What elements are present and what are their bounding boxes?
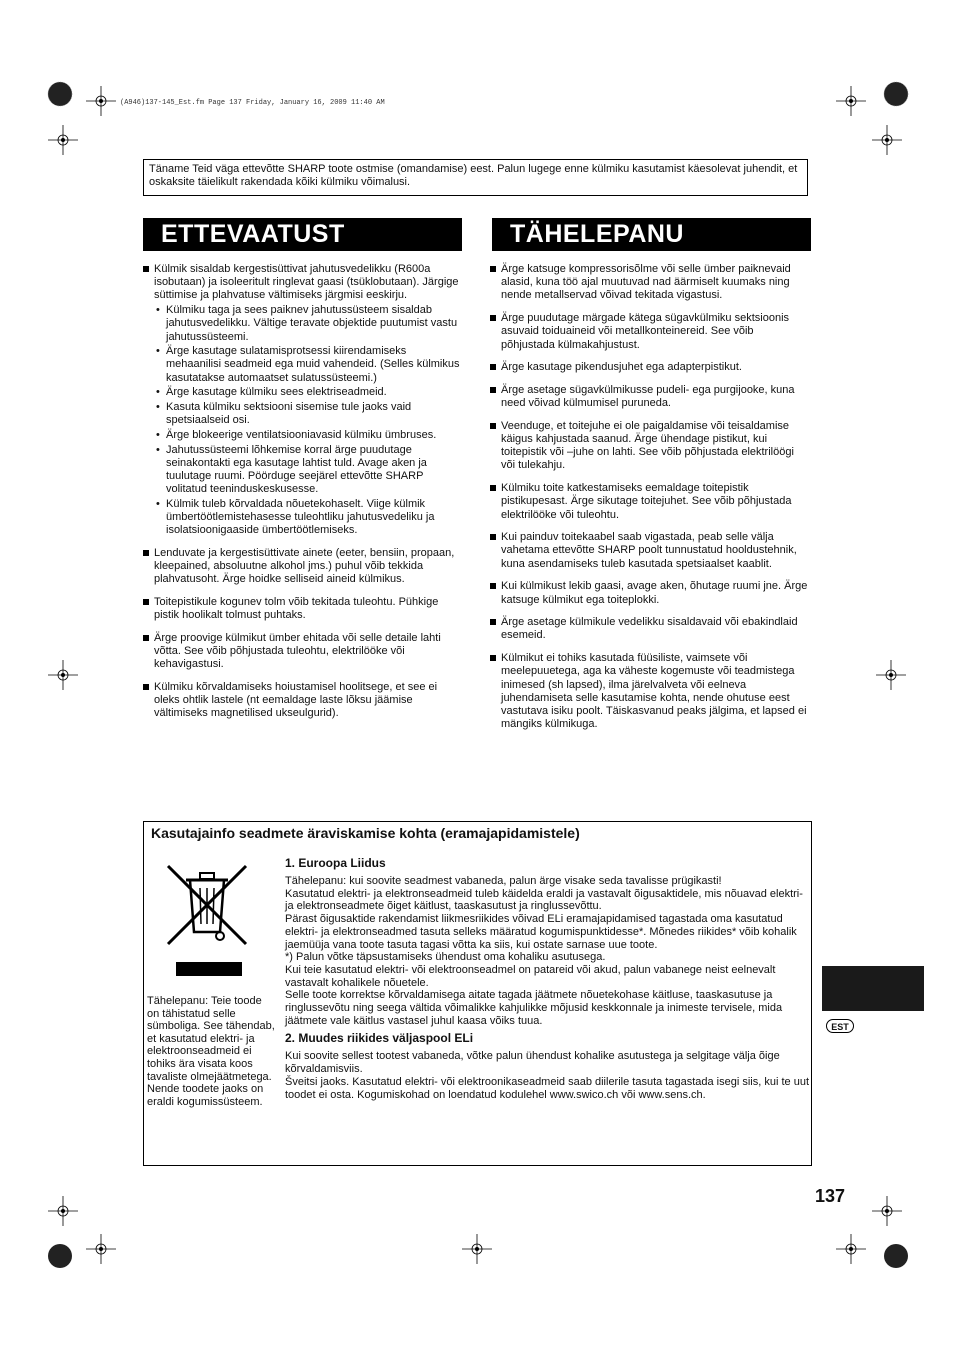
square-bullet-icon xyxy=(143,684,149,690)
bullet-dot-icon: • xyxy=(156,345,160,358)
paragraph: Kasutatud elektri- ja elektronseadmeid tuleb käidelda eraldi ja vastavalt õigusaktidele, mis nõuavad elektri- ja elektronseadmete õiget käitlust, taaskasutust ja ringlussevõttu. xyxy=(285,887,803,913)
sub-list-item xyxy=(143,345,463,385)
crosshair-mark-icon xyxy=(872,125,902,155)
caution-list xyxy=(143,263,463,730)
list-item xyxy=(490,531,810,571)
registration-mark-icon xyxy=(38,72,82,116)
list-item xyxy=(490,482,810,522)
bullet-dot-icon: • xyxy=(156,304,160,317)
caution-item-text: Külmik sisaldab kergestisüttivat jahutusvedelikku (R600a isobutaan) ja isoleeritult ringlevat gaasi (tsüklobutaan). Järgige süttimise ja plahvatuse vältimiseks järgmisi eeskirju. xyxy=(154,263,459,302)
page-number: 137 xyxy=(815,1186,846,1206)
list-item xyxy=(490,652,810,731)
bullet-dot-icon: • xyxy=(156,428,160,441)
square-bullet-icon xyxy=(490,387,496,393)
caution-item-text: Ärge proovige külmikut ümber ehitada või selle detaile lahti võtta. See võib põhjustada tuleohtu, elektrilööke või kehavigastusi. xyxy=(154,631,441,670)
bullet-dot-icon: • xyxy=(156,386,160,399)
bullet-dot-icon: • xyxy=(156,497,160,510)
square-bullet-icon xyxy=(143,599,149,605)
attention-item-text: Ärge asetage sügavkülmikusse pudeli- ega purgijooke, kuna need võivad külmumisel puruneda. xyxy=(501,383,795,410)
square-bullet-icon xyxy=(490,534,496,540)
list-item xyxy=(143,681,463,721)
paragraph: Kui teie kasutatud elektri- või elektroonseadmel on patareid või akud, palun vabanege neist eelnevalt vastavalt kohalikele nõuetele. xyxy=(285,963,776,989)
crosshair-mark-icon xyxy=(86,1234,116,1264)
paragraph: *) Palun võtke täpsustamiseks ühendust oma kohaliku asutusega. xyxy=(285,951,606,964)
square-bullet-icon xyxy=(143,635,149,641)
caution-sub-text: Ärge blokeerige ventilatsiooniavasid külmiku ümbruses. xyxy=(166,428,437,441)
attention-item-text: Külmikut ei tohiks kasutada füüsiliste, vaimsete või meelepuuetega, aga ka väheste kogemuste või teadmistega inimesed (sh lapsed), ilma järelvalveta või eelneva juhendamiseta selle kasutamise kohta, nende ohutuse eest vastutava isiku poolt. Täiskasvanud peaks jälgima, et lapsed ei mängiks külmikuga. xyxy=(501,652,807,731)
list-item xyxy=(143,547,463,587)
attention-banner: TÄHELEPANU xyxy=(492,218,811,251)
list-item xyxy=(490,361,810,374)
paragraph: Šveitsi jaoks. Kasutatud elektri- või elektroonikaseadmeid saab diilerile tasuta tagastada isegi siis, kui te uut toodet ei osta. Kogumiskohad on loendatud kodulehel www.swico.ch või www.sens.ch. xyxy=(285,1075,809,1101)
attention-item-text: Kui külmikust lekib gaasi, avage aken, õhutage ruumi jne. Ärge katsuge külmikut ega toiteplokki. xyxy=(501,580,808,606)
attention-item-text: Kui painduv toitekaabel saab vigastada, peab selle välja vahetama ettevõtte SHARP poolt tunnustatud hooldustehnik, kuna asendamiseks tuleb kasutada spetsiaalset kaablit. xyxy=(501,531,797,570)
square-bullet-icon xyxy=(490,266,496,272)
paragraph: Tähelepanu: kui soovite seadmest vabaneda, palun ärge visake seda tavalisse prügikasti! xyxy=(285,875,722,887)
list-item xyxy=(490,263,810,303)
registration-mark-icon xyxy=(874,1234,918,1278)
paragraph: Pärast õigusaktide rakendamist liikmesriikides võivad ELi eramajapidamised tagastada oma kasutatud elektri- ja elektronseadmed tasuta selleks määratud kogumispunktidesse*. Mõnedes riikides* võib kohalik jaemüüja vana toote tasuta tagasi võtta ka siis, kui ostate sarnase uue toote. xyxy=(285,913,797,951)
list-item xyxy=(490,312,810,352)
disposal-title: Kasutajainfo seadmete äraviskamise kohta (eramajapidamistele) xyxy=(151,825,580,841)
paragraph: Kui soovite sellest tootest vabaneda, võtke palun ühendust kohalike asutustega ja selgitage välja õige kõrvaldamisviis. xyxy=(285,1050,780,1076)
square-bullet-icon xyxy=(490,655,496,661)
file-header: (A946)137-145_Est.fm Page 137 Friday, January 16, 2009 11:40 AM xyxy=(120,99,385,107)
crosshair-mark-icon xyxy=(876,660,906,690)
attention-list xyxy=(490,263,810,741)
attention-item-text: Ärge kasutage pikendusjuhet ega adapterpistikut. xyxy=(501,361,742,374)
sub-list-item xyxy=(143,429,463,442)
registration-mark-icon xyxy=(874,72,918,116)
registration-mark-icon xyxy=(38,1234,82,1278)
crosshair-mark-icon xyxy=(48,125,78,155)
square-bullet-icon xyxy=(143,550,149,556)
caution-sub-text: Külmik tuleb kõrvaldada nõuetekohaselt. Viige külmik ümbertöötlemistehasesse tuleohtliku jahutusvedeliku ja isolatsioonigaaside ümbertöötlemiseks. xyxy=(166,497,435,537)
symbol-caption: Tähelepanu: Teie toode on tähistatud selle sümboliga. See tähendab, et kasutatud elektri- ja elektroonseadmeid ei tohiks ära visata koos tavaliste olmejäätmetega. Nende toodete jaoks on eraldi kogumissüsteem. xyxy=(147,995,275,1108)
caution-item-text: Külmiku kõrvaldamiseks hoiustamisel hoolitsege, et see ei oleks ohtlik lastele (nt eemaldage laste lõksu jäämise vältimiseks magnetilised ukseulgurid). xyxy=(154,680,438,720)
list-item xyxy=(143,263,463,303)
section-non-eu-title: 2. Muudes riikides väljaspool ELi xyxy=(285,1031,474,1046)
disposal-text xyxy=(285,856,810,1101)
square-bullet-icon xyxy=(490,583,496,589)
caution-sub-text: Kasuta külmiku sektsiooni sisemise tule jaoks vaid spetsiaalseid osi. xyxy=(166,401,412,427)
caution-sub-text: Jahutussüsteemi lõhkemise korral ärge puudutage seinakontakti ega kasutage lahtist tuld. Avage aken ja tuulutage ruumi. Pöörduge seejärel ettevõtte SHARP volitatud teeninduskeskusesse. xyxy=(166,443,427,496)
list-item xyxy=(490,580,810,606)
square-bullet-icon xyxy=(490,619,496,625)
list-item xyxy=(143,596,463,622)
square-bullet-icon xyxy=(490,364,496,370)
list-item xyxy=(490,420,810,473)
caution-sub-text: Ärge kasutage sulatamisprotsessi kiirendamiseks mehaanilisi seadmeid ega muid vahendeid. (Selles külmikus kasutatakse automaatset sulatussüsteemi.) xyxy=(166,345,460,384)
sub-list-item xyxy=(143,386,463,399)
crosshair-mark-icon xyxy=(836,86,866,116)
caution-item-text: Toitepistikule kogunev tolm võib tekitada tuleohtu. Pühkige pistik hoolikalt tolmust puhtaks. xyxy=(154,595,439,621)
caution-sub-text: Külmiku taga ja sees paiknev jahutussüsteem sisaldab jahutusvedelikku. Vältige teravate objektide puutumist vastu jahutussüsteemi. xyxy=(166,304,458,343)
bullet-dot-icon: • xyxy=(156,401,160,414)
caution-item-text: Lenduvate ja kergestisüttivate ainete (eeter, bensiin, propaan, kleepained, absoluutne alkohol jms.) puhul võib tekkida plahvatusoht. Ärge hoidke selliseid aineid külmikus. xyxy=(154,546,455,585)
attention-item-text: Külmiku toite katkestamiseks eemaldage toitepistik pistikupesast. Ärge sikutage toitejuhet. See võib põhjustada elektrilööke või tuleohtu. xyxy=(501,482,792,521)
attention-item-text: Ärge puudutage märgade kätega sügavkülmiku sektsioonis asuvaid toiduaineid või metallkonteinereid. See võib põhjustada külmakahjustust. xyxy=(501,312,790,351)
crosshair-mark-icon xyxy=(48,660,78,690)
attention-item-text: Ärge katsuge kompressorisõlme või selle ümber paiknevaid alasid, kuna töö ajal muutuvad nad äärmiselt kuumaks ning nende metallservad võivad tekitada vigastusi. xyxy=(501,263,791,302)
crosshair-mark-icon xyxy=(48,1196,78,1226)
square-bullet-icon xyxy=(490,423,496,429)
paragraph: Selle toote korrektse kõrvaldamisega aitate tagada jäätmete nõuetekohase käitluse, taaskasutuse ja ringlussevõtu ning seega vältida võimalikke kahjulikke mõjusid keskkonnale ja inimeste tervisele, mida jäätmete vale käitlus vastasel juhul kaasa võiks tuua. xyxy=(285,989,783,1027)
language-badge: EST xyxy=(826,1019,854,1033)
sub-list-item xyxy=(143,498,463,538)
caution-sub-text: Ärge kasutage külmiku sees elektriseadmeid. xyxy=(166,386,387,399)
attention-item-text: Ärge asetage külmikule vedelikku sisaldavaid või ebakindlaid esemeid. xyxy=(501,616,798,642)
attention-item-text: Veenduge, et toitejuhe ei ole paigaldamise või teisaldamise käigus kahjustada saanud. Ärge ühendage pistikut, kui toitepistik või –juhe on lahti. See võib põhjustada elektrilöögi või tulekahju. xyxy=(501,419,794,472)
crosshair-mark-icon xyxy=(86,86,116,116)
list-item xyxy=(143,632,463,672)
bullet-dot-icon: • xyxy=(156,443,160,456)
caution-banner: ETTEVAATUST xyxy=(143,218,462,251)
square-bullet-icon xyxy=(490,485,496,491)
list-item xyxy=(490,616,810,642)
section-eu-title: 1. Euroopa Liidus xyxy=(285,856,386,870)
sub-list-item xyxy=(143,401,463,427)
crossed-bin-icon xyxy=(162,860,252,980)
sub-list-item xyxy=(143,304,463,344)
intro-text: Täname Teid väga ettevõtte SHARP toote ostmise (omandamise) eest. Palun lugege enne külmiku kasutamist käesolevat juhendit, et oskaksite täielikult rakendada kõiki külmiku võimalusi. xyxy=(143,159,808,196)
crosshair-mark-icon xyxy=(462,1234,492,1264)
crosshair-mark-icon xyxy=(872,1196,902,1226)
sub-list-item xyxy=(143,444,463,497)
square-bullet-icon xyxy=(490,315,496,321)
section-tab xyxy=(822,966,924,1011)
square-bullet-icon xyxy=(143,266,149,272)
list-item xyxy=(490,384,810,410)
crosshair-mark-icon xyxy=(836,1234,866,1264)
